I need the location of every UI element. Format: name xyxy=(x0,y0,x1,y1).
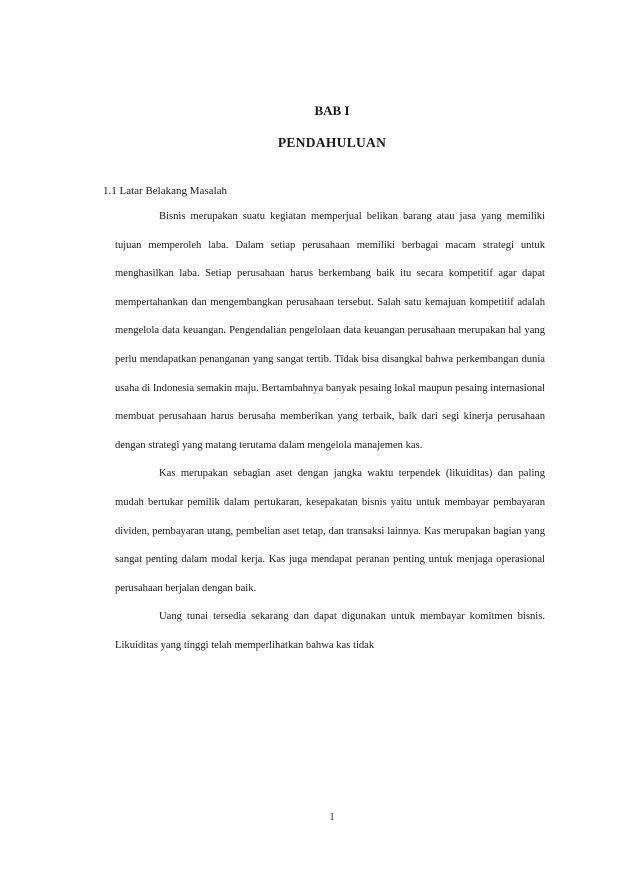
paragraph-3: Uang tunai tersedia sekarang dan dapat digunakan untuk membayar komitmen bisnis. Likuiditas yang tinggi telah memperlihatkan bahwa kas tidak xyxy=(115,611,545,651)
body-text xyxy=(115,203,545,661)
paragraph-2: Kas merupakan sebagian aset dengan jangka waktu terpendek (likuiditas) dan paling mudah bertukar pemilik dalam pertukaran, kesepakatan bisnis yaitu untuk membayar pembayaran dividen, pembayaran utang, pembelian aset tetap, dan transaksi lainnya. Kas merupakan bagian yang sangat penting dalam modal kerja. Kas juga mendapat peranan penting untuk menjaga operasional perusahaan berjalan dengan baik. xyxy=(115,468,545,594)
section-heading: 1.1 Latar Belakang Masalah xyxy=(103,185,228,197)
paragraph-1: Bisnis merupakan suatu kegiatan memperjual belikan barang atau jasa yang memiliki tujuan memperoleh laba. Dalam setiap perusahaan memiliki berbagai macam strategi untuk menghasilkan laba. Setiap perusahaan harus berkembang baik itu secara kompetitif agar dapat mempertahankan dan mengembangkan perusahaan tersebut. Salah satu kemajuan kompetitif adalah mengelola data keuangan. Pengendalian pengelolaan data keuangan perusahaan merupakan hal yang perlu mendapatkan penanganan yang sangat tertib. Tidak bisa disangkal bahwa perkembangan dunia usaha di Indonesia semakin maju. Bertambahnya banyak pesaing lokal maupun pesaing internasional membuat perusahaan harus berusaha memberikan yang terbaik, baik dari segi kinerja perusahaan dengan strategi yang matang terutama dalam mengelola manajemen kas. xyxy=(115,211,545,451)
chapter-number: BAB I xyxy=(314,103,350,118)
chapter-title: PENDAHULUAN xyxy=(277,135,387,150)
page-number: 1 xyxy=(329,812,335,823)
